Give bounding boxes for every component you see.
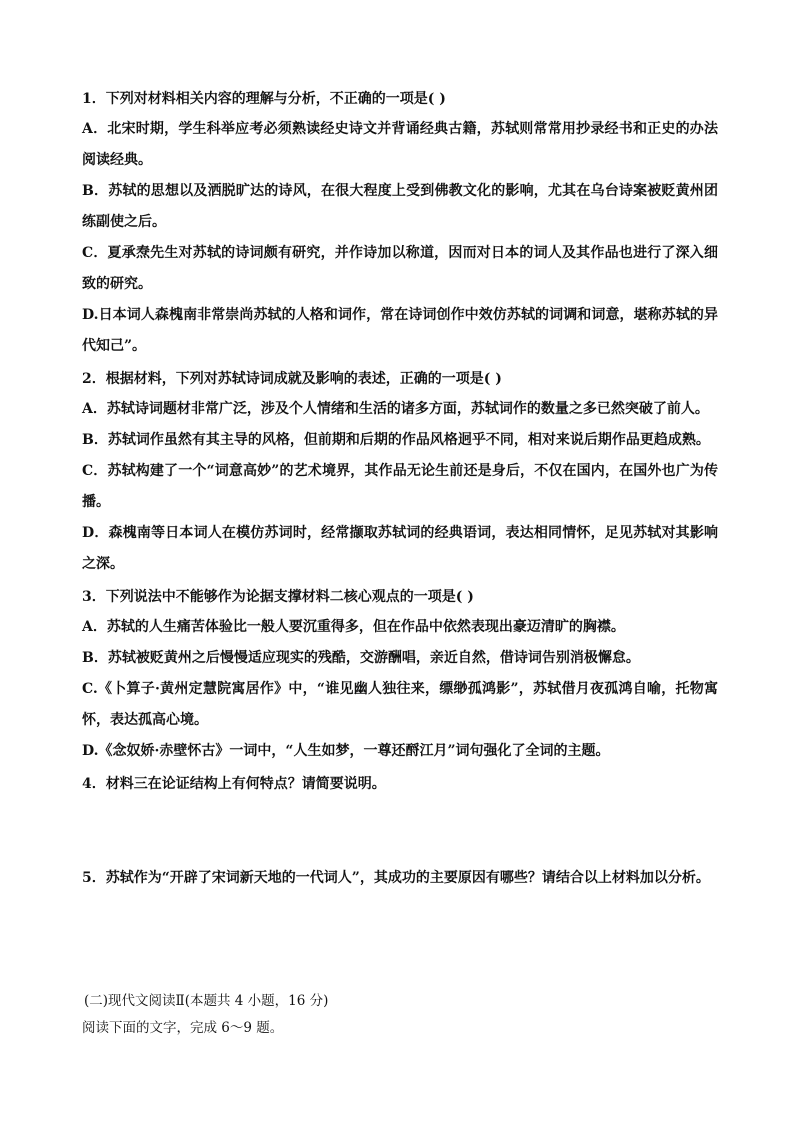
question-3-option-c-line-1: C.《卜算子·黄州定慧院寓居作》中，“谁见幽人独往来，缥缈孤鸿影”，苏轼借月夜孤鸿自喻，托物寓: [82, 681, 718, 697]
question-2-option-d-line-2: 之深。: [82, 556, 124, 572]
question-5-stem: 5．苏轼作为“开辟了宋词新天地的一代词人”，其成功的主要原因有哪些？请结合以上材料加以分析。: [82, 870, 710, 886]
question-3-option-d: D.《念奴娇·赤壁怀古》一词中，“人生如梦，一尊还酹江月”词句强化了全词的主题。: [82, 743, 610, 759]
question-2-option-c-line-2: 播。: [82, 494, 110, 510]
question-1-stem: 1．下列对材料相关内容的理解与分析，不正确的一项是( ): [82, 91, 446, 107]
question-4-stem: 4．材料三在论证结构上有何特点？请简要说明。: [82, 776, 386, 792]
question-3-stem: 3．下列说法中不能够作为论据支撑材料二核心观点的一项是( ): [82, 589, 474, 605]
question-2-stem: 2．根据材料，下列对苏轼诗词成就及影响的表述，正确的一项是( ): [82, 371, 502, 387]
question-2-option-d-line-1: D．森槐南等日本词人在模仿苏词时，经常撷取苏轼词的经典语词，表达相同情怀，足见苏轼对其影响: [82, 525, 718, 541]
question-1-option-b-line-2: 练副使之后。: [82, 214, 166, 230]
section-instruction: 阅读下面的文字，完成 6～9 题。: [82, 1020, 284, 1036]
question-1-option-b-line-1: B．苏轼的思想以及洒脱旷达的诗风，在很大程度上受到佛教文化的影响，尤其在乌台诗案被贬黄州团: [82, 183, 718, 199]
question-2-option-a: A．苏轼诗词题材非常广泛，涉及个人情绪和生活的诸多方面，苏轼词作的数量之多已然突破了前人。: [82, 401, 709, 417]
question-3-option-a: A．苏轼的人生痛苦体验比一般人要沉重得多，但在作品中依然表现出豪迈清旷的胸襟。: [82, 619, 625, 635]
question-1-option-d-line-1: D.日本词人森槐南非常崇尚苏轼的人格和词作，常在诗词创作中效仿苏轼的词调和词意，堪称苏轼的异: [82, 307, 718, 323]
question-1-option-c-line-1: C．夏承焘先生对苏轼的诗词颇有研究，并作诗加以称道，因而对日本的词人及其作品也进行了深入细: [82, 245, 718, 261]
question-3-option-c-line-2: 怀，表达孤高心境。: [82, 712, 208, 728]
question-1-option-a-line-1: A．北宋时期，学生科举应考必须熟读经史诗文并背诵经典古籍，苏轼则常常用抄录经书和正史的办法: [82, 121, 718, 137]
question-1-option-a-line-2: 阅读经典。: [82, 152, 152, 168]
question-1-option-c-line-2: 致的研究。: [82, 276, 152, 292]
section-heading: (二)现代文阅读Ⅱ(本题共 4 小题，16 分): [84, 993, 329, 1009]
question-2-option-c-line-1: C．苏轼构建了一个“词意高妙”的艺术境界，其作品无论生前还是身后，不仅在国内，在国外也广为传: [82, 463, 718, 479]
question-1-option-d-line-2: 代知己”。: [82, 338, 147, 354]
question-3-option-b: B．苏轼被贬黄州之后慢慢适应现实的残酷，交游酬唱，亲近自然，借诗词告别消极懈怠。: [82, 650, 640, 666]
question-2-option-b: B．苏轼词作虽然有其主导的风格，但前期和后期的作品风格迥乎不同，相对来说后期作品更趋成熟。: [82, 432, 710, 448]
